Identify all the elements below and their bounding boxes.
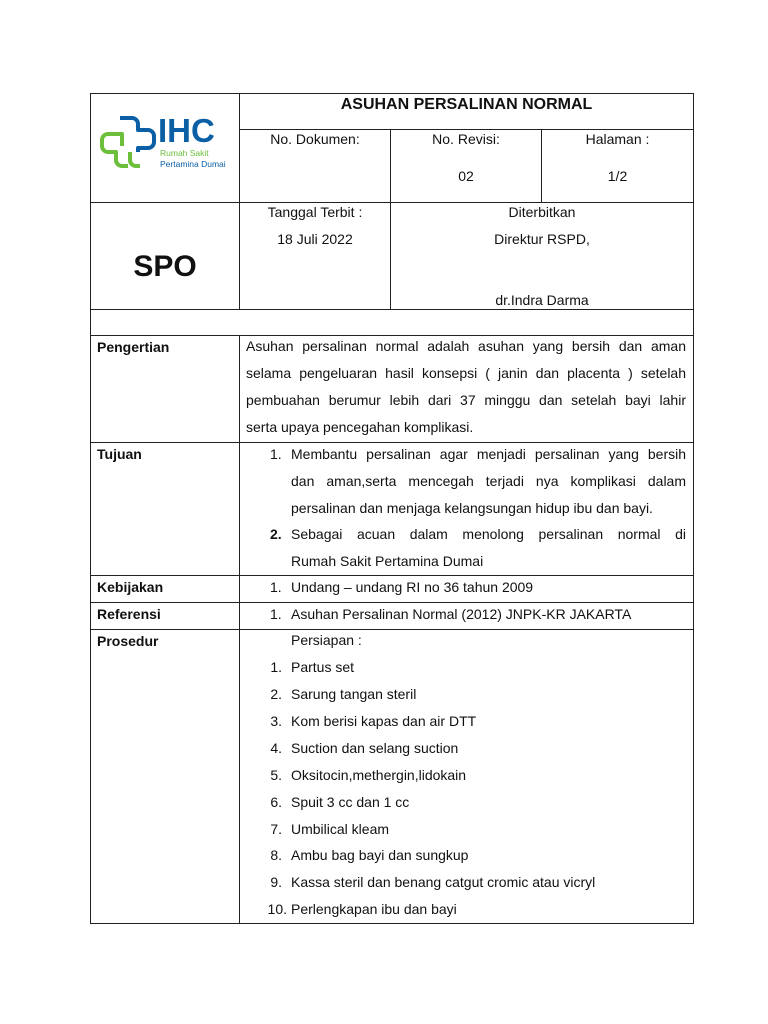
- prosedur-item-3-num: 3.: [270, 713, 282, 729]
- tujuan-label: Tujuan: [97, 446, 142, 462]
- prosedur-item-4-text: Suction dan selang suction: [291, 740, 459, 756]
- prosedur-item-10-num: 10.: [267, 901, 287, 917]
- tujuan-item-2-line-1: Sebagai acuan dalam menolong persalinan normal di: [291, 526, 686, 542]
- prosedur-item-7-text: Umbilical kleam: [291, 821, 390, 837]
- referensi-item-1-text: Asuhan Persalinan Normal (2012) JNPK-KR JAKARTA: [291, 606, 632, 622]
- rule-header-mid: [90, 202, 694, 203]
- kebijakan-label: Kebijakan: [97, 579, 164, 595]
- referensi-item-1-num: 1.: [270, 606, 282, 622]
- director-label: Direktur RSPD,: [494, 231, 590, 247]
- document-title: ASUHAN PERSALINAN NORMAL: [340, 96, 593, 113]
- prosedur-item-4-num: 4.: [270, 740, 282, 756]
- issue-date-label: Tanggal Terbit :: [267, 204, 363, 220]
- revision-label: No. Revisi:: [432, 131, 500, 147]
- rule-prosedur-top: [90, 629, 694, 630]
- page-label: Halaman :: [585, 131, 650, 147]
- rule-spacer-bottom: [90, 335, 694, 336]
- pengertian-line-3: pembuahan berumur lebih dari 37 minggu dan setelah bayi lahir: [246, 392, 686, 408]
- rule-tujuan-top: [90, 442, 694, 443]
- issued-by-label: Diterbitkan: [508, 204, 576, 220]
- prosedur-item-1-num: 1.: [270, 659, 282, 675]
- tujuan-item-1-line-2: dan aman,serta mencegah terjadi nya komplikasi dalam: [291, 473, 686, 489]
- tujuan-item-1-num: 1.: [270, 446, 282, 462]
- logo-cross-blue: [120, 118, 154, 152]
- prosedur-heading: Persiapan :: [291, 632, 362, 648]
- pengertian-line-2: selama pengeluaran hasil konsepsi ( janin dan placenta ) setelah: [246, 365, 686, 381]
- ihc-logo: [100, 106, 230, 178]
- tujuan-item-1-line-1: Membantu persalinan agar menjadi persalinan yang bersih: [291, 446, 686, 462]
- prosedur-item-2-text: Sarung tangan steril: [291, 686, 417, 702]
- rule-bottom: [90, 923, 694, 924]
- prosedur-item-8-text: Ambu bag bayi dan sungkup: [291, 847, 469, 863]
- prosedur-item-8-num: 8.: [270, 847, 282, 863]
- rule-col1-body: [239, 335, 240, 924]
- pengertian-label: Pengertian: [97, 339, 170, 355]
- logo-line1: Rumah Sakit: [160, 148, 209, 158]
- page-value: 1/2: [607, 168, 628, 184]
- prosedur-item-9-text: Kassa steril dan benang catgut cromic atau vicryl: [291, 874, 596, 890]
- prosedur-item-5-num: 5.: [270, 767, 282, 783]
- kebijakan-item-1-num: 1.: [270, 579, 282, 595]
- rule-col1: [239, 93, 240, 310]
- prosedur-item-2-num: 2.: [270, 686, 282, 702]
- signatory-name: dr.Indra Darma: [495, 292, 589, 308]
- logo-line2: Pertamina Dumai: [160, 159, 226, 169]
- revision-value: 02: [458, 168, 474, 184]
- pengertian-line-4: serta upaya pencegahan komplikasi.: [246, 419, 474, 435]
- prosedur-item-6-num: 6.: [270, 794, 282, 810]
- issue-date-value: 18 Juli 2022: [277, 231, 353, 247]
- prosedur-item-7-num: 7.: [270, 821, 282, 837]
- prosedur-item-6-text: Spuit 3 cc dan 1 cc: [291, 794, 410, 810]
- prosedur-item-3-text: Kom berisi kapas dan air DTT: [291, 713, 477, 729]
- logo-cross-green-tail: [130, 152, 140, 166]
- rule-referensi-top: [90, 602, 694, 603]
- rule-header-bottom: [90, 309, 694, 310]
- kebijakan-item-1-text: Undang – undang RI no 36 tahun 2009: [291, 579, 534, 595]
- rule-left: [90, 93, 91, 924]
- referensi-label: Referensi: [97, 606, 161, 622]
- pengertian-line-1: Asuhan persalinan normal adalah asuhan yang bersih dan aman: [246, 338, 686, 354]
- prosedur-item-10-text: Perlengkapan ibu dan bayi: [291, 901, 457, 917]
- prosedur-item-9-num: 9.: [270, 874, 282, 890]
- tujuan-item-2-num: 2.: [270, 526, 282, 542]
- prosedur-item-1-text: Partus set: [291, 659, 355, 675]
- rule-kebijakan-top: [90, 575, 694, 576]
- logo-cross-green: [102, 134, 128, 166]
- rule-top: [90, 93, 694, 94]
- prosedur-label: Prosedur: [97, 633, 159, 649]
- tujuan-item-1-line-3: persalinan dan menjaga kelangsungan hidup ibu dan bayi.: [291, 500, 653, 516]
- prosedur-item-5-text: Oksitocin,methergin,lidokain: [291, 767, 467, 783]
- spo-label: SPO: [133, 250, 197, 283]
- tujuan-item-2-line-2: Rumah Sakit Pertamina Dumai: [291, 553, 484, 569]
- doc-no-label: No. Dokumen:: [270, 131, 360, 147]
- rule-title-bottom: [239, 129, 694, 130]
- logo-mark: IHC: [158, 112, 215, 149]
- rule-right: [693, 93, 694, 924]
